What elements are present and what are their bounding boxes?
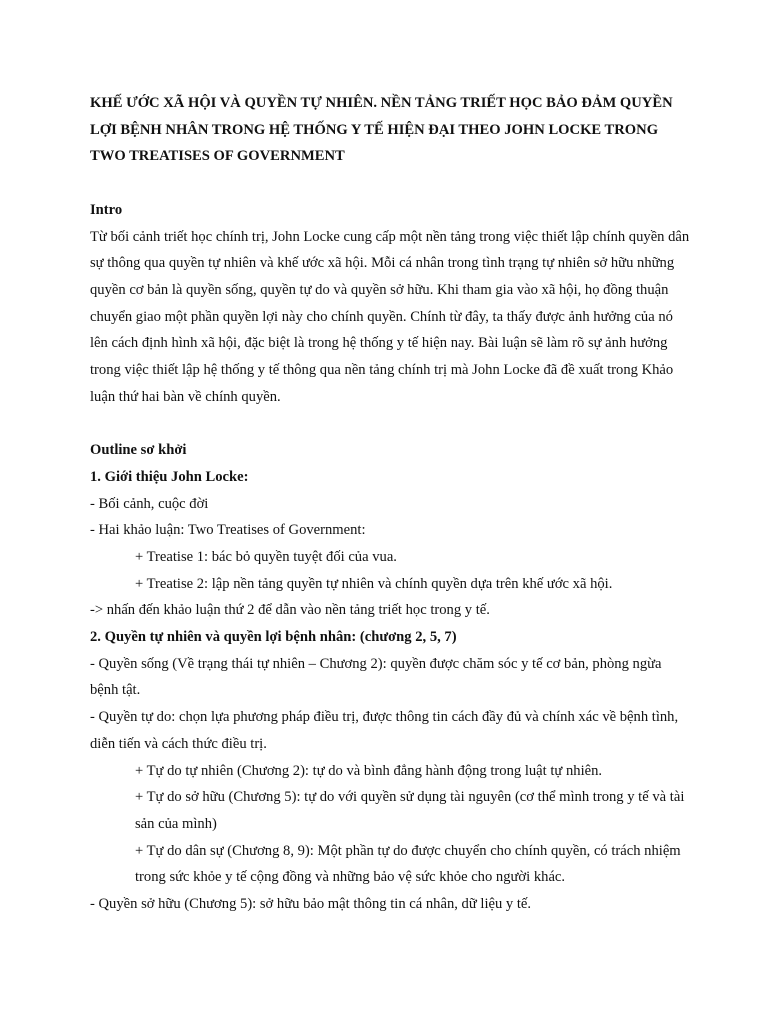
section-1-subitem: + Treatise 2: lập nền tảng quyền tự nhiên và chính quyền dựa trên khế ước xã hội. xyxy=(135,575,613,592)
section-1-line: - Hai khảo luận: Two Treatises of Government: xyxy=(90,522,366,539)
section-2-line: - Quyền tự do: chọn lựa phương pháp điều trị, được thông tin cách đầy đủ và chính xác về bệnh tình, diễn tiến và cách thức điều trị. xyxy=(90,709,679,752)
section-2-heading: 2. Quyền tự nhiên và quyền lợi bệnh nhân: (chương 2, 5, 7) xyxy=(90,629,457,646)
section-2-line: - Quyền sở hữu (Chương 5): sở hữu bảo mật thông tin cá nhân, dữ liệu y tế. xyxy=(90,896,532,913)
section-1-heading: 1. Giới thiệu John Locke: xyxy=(90,468,249,485)
section-2-subitem: + Tự do sở hữu (Chương 5): tự do với quyền sử dụng tài nguyên (cơ thể mình trong y tế và tài sản của mình) xyxy=(135,789,685,832)
document-title: KHẾ ƯỚC XÃ HỘI VÀ QUYỀN TỰ NHIÊN. NỀN TẢNG TRIẾT HỌC BẢO ĐẢM QUYỀN LỢI BỆNH NHÂN TRONG HỆ THỐNG Y TẾ HIỆN ĐẠI THEO JOHN LOCKE TRONG TWO TREATISES OF GOVERNMENT xyxy=(90,95,673,165)
intro-paragraph: Từ bối cảnh triết học chính trị, John Locke cung cấp một nền tảng trong việc thiết lập chính quyền dân sự thông qua quyền tự nhiên và khế ước xã hội. Mỗi cá nhân trong tình trạng tự nhiên sở hữu những quyền cơ bản là quyền sống, quyền tự do và quyền sở hữu. Khi tham gia vào xã hội, họ đồng thuận chuyển giao một phần quyền lợi này cho chính quyền. Chính từ đây, ta thấy được ảnh hưởng của nó lên cách định hình xã hội, đặc biệt là trong hệ thống y tế hiện nay. Bài luận sẽ làm rõ sự ảnh hưởng trong việc thiết lập hệ thống y tế thông qua nền tảng chính trị mà John Locke đã đề xuất trong Khảo luận thứ hai bàn về chính quyền. xyxy=(90,228,690,405)
outline-heading: Outline sơ khởi xyxy=(90,442,187,459)
spacer xyxy=(90,170,690,197)
spacer xyxy=(90,410,690,437)
document-page xyxy=(90,90,690,918)
section-1-subitem: + Treatise 1: bác bỏ quyền tuyệt đối của vua. xyxy=(135,548,397,565)
section-2-line: - Quyền sống (Về trạng thái tự nhiên – Chương 2): quyền được chăm sóc y tế cơ bản, phòng ngừa bệnh tật. xyxy=(90,655,662,699)
intro-heading: Intro xyxy=(90,201,123,218)
section-1-line: -> nhấn đến khảo luận thứ 2 để dẫn vào nền tảng triết học trong y tế. xyxy=(90,602,490,619)
section-2-subitem: + Tự do tự nhiên (Chương 2): tự do và bình đẳng hành động trong luật tự nhiên. xyxy=(135,762,603,779)
section-2-subitem: + Tự do dân sự (Chương 8, 9): Một phần tự do được chuyển cho chính quyền, có trách nhiệm trong sức khỏe y tế cộng đồng và những bảo vệ sức khỏe cho người khác. xyxy=(135,842,681,886)
section-1-line: - Bối cảnh, cuộc đời xyxy=(90,495,209,512)
